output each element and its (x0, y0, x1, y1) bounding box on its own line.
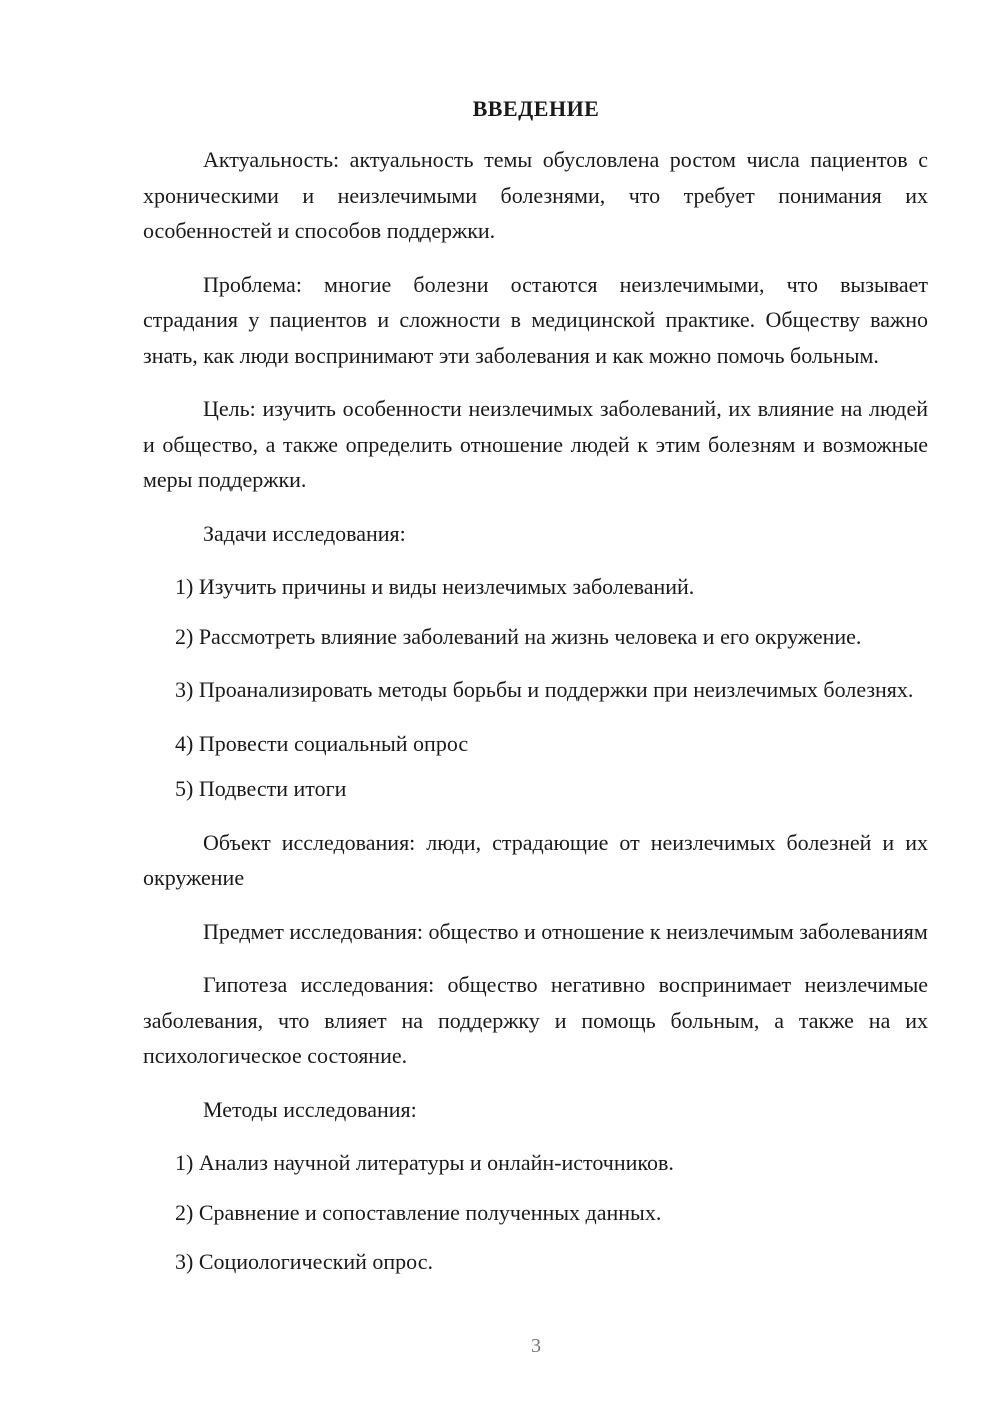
tasks-heading: Задачи исследования: (203, 520, 406, 546)
methods-heading: Методы исследования: (203, 1096, 417, 1122)
task-item-4: 4) Провести социальный опрос (175, 730, 469, 756)
method-item-3: 3) Социологический опрос. (175, 1249, 433, 1274)
task-item-3: 3) Проанализировать методы борьбы и поддержки при неизлечимых болезнях. (175, 677, 914, 702)
page-number: 3 (531, 1335, 541, 1357)
task-item-5: 5) Подвести итоги (175, 776, 347, 801)
paragraph-relevance: Актуальность: актуальность темы обусловлена ростом числа пациентов с хроническими и неизлечимыми болезнями, что требует понимания их особенностей и способов поддержки. (143, 147, 928, 243)
task-item-2: 2) Рассмотреть влияние заболеваний на жизнь человека и его окружение. (175, 623, 862, 649)
paragraph-subject: Предмет исследования: общество и отношение к неизлечимым заболеваниям (203, 918, 928, 944)
page-title: ВВЕДЕНИЕ (472, 96, 600, 121)
page-body (143, 142, 928, 1290)
method-item-1: 1) Анализ научной литературы и онлайн-источников. (175, 1150, 674, 1175)
task-item-1: 1) Изучить причины и виды неизлечимых заболеваний. (175, 574, 695, 599)
method-item-2: 2) Сравнение и сопоставление полученных данных. (175, 1199, 662, 1225)
paragraph-problem: Проблема: многие болезни остаются неизлечимыми, что вызывает страдания у пациентов и сложности в медицинской практике. Обществу важно знать, как люди воспринимают эти заболевания и как можно помочь больным. (143, 271, 928, 368)
paragraph-hypothesis: Гипотеза исследования: общество негативно воспринимает неизлечимые заболевания, что влияет на поддержку и помощь больным, а также на их психологическое состояние. (143, 972, 928, 1068)
paragraph-goal: Цель: изучить особенности неизлечимых заболеваний, их влияние на людей и общество, а также определить отношение людей к этим болезням и возможные меры поддержки. (143, 396, 928, 492)
paragraph-object: Объект исследования: люди, страдающие от неизлечимых болезней и их окружение (143, 829, 928, 890)
